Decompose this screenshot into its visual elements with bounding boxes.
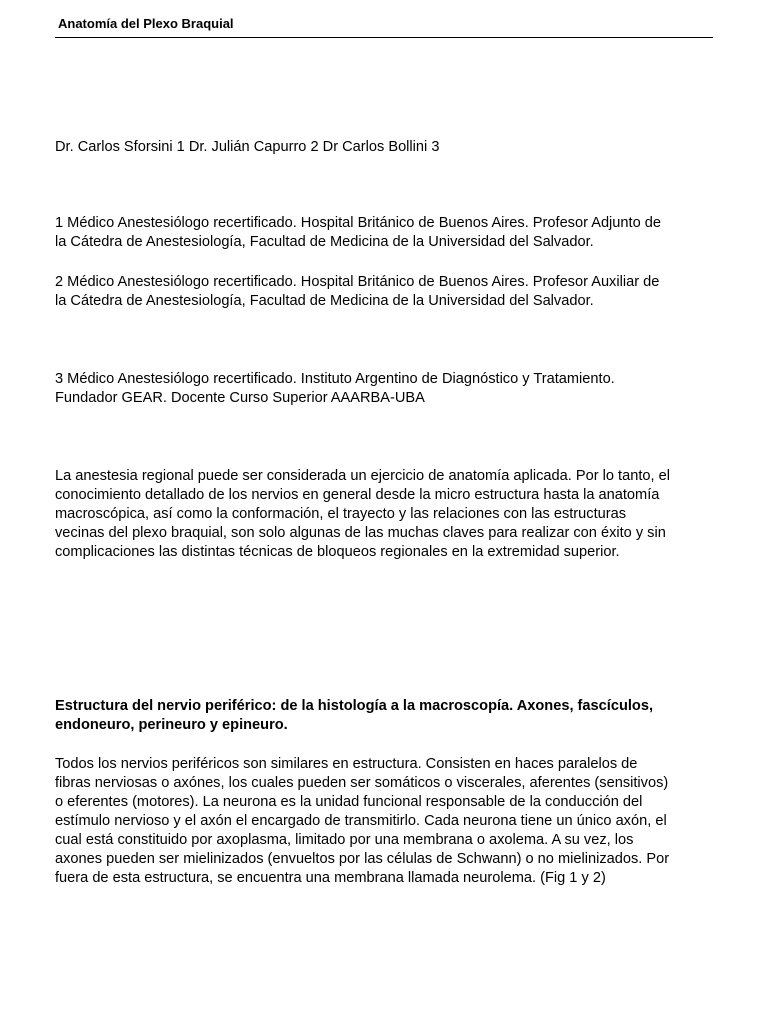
intro-line-1: La anestesia regional puede ser considerada un ejercicio de anatomía aplicada. Por lo tanto, el: [55, 468, 670, 484]
affiliation-3: [55, 370, 720, 408]
intro-line-4: vecinas del plexo braquial, son solo algunas de las muchas claves para realizar con éxito y sin: [55, 525, 666, 541]
running-header: [55, 15, 713, 38]
section-body-line-4: estímulo nervioso y el axón el encargado de transmitirlo. Cada neurona tiene un único axón, el: [55, 813, 667, 829]
section-heading: [55, 697, 720, 735]
intro-line-2: conocimiento detallado de los nervios en general desde la micro estructura hasta la anatomía: [55, 487, 660, 503]
section-body-line-5: cual está constituido por axoplasma, limitado por una membrana o axolema. A su vez, los: [55, 832, 634, 848]
authors-line: [55, 138, 720, 157]
affiliation-2-line-2: la Cátedra de Anestesiología, Facultad de Medicina de la Universidad del Salvador.: [55, 293, 594, 309]
section-body-line-1: Todos los nervios periféricos son similares en estructura. Consisten en haces paralelos de: [55, 756, 638, 772]
intro-line-3: macroscópica, así como la conformación, el trayecto y las relaciones con las estructuras: [55, 506, 627, 522]
section-body-paragraph: [55, 755, 720, 888]
affiliation-1-line-1: 1 Médico Anestesiólogo recertificado. Hospital Británico de Buenos Aires. Profesor Adjunto de: [55, 215, 661, 231]
affiliation-3-line-2: Fundador GEAR. Docente Curso Superior AAARBA-UBA: [55, 390, 425, 406]
intro-line-5: complicaciones las distintas técnicas de bloqueos regionales en la extremidad superior.: [55, 544, 620, 560]
affiliation-1-line-2: la Cátedra de Anestesiología, Facultad de Medicina de la Universidad del Salvador.: [55, 234, 594, 250]
section-body-line-3: o eferentes (motores). La neurona es la unidad funcional responsable de la conducción del: [55, 794, 643, 810]
affiliation-2-line-1: 2 Médico Anestesiólogo recertificado. Hospital Británico de Buenos Aires. Profesor Auxiliar de: [55, 274, 660, 290]
authors-text: Dr. Carlos Sforsini 1 Dr. Julián Capurro 2 Dr Carlos Bollini 3: [55, 139, 440, 155]
section-body-line-7: fuera de esta estructura, se encuentra una membrana llamada neurolema. (Fig 1 y 2): [55, 870, 606, 886]
section-heading-line-2: endoneuro, perineuro y epineuro.: [55, 717, 288, 733]
running-header-title: Anatomía del Plexo Braquial: [58, 16, 234, 31]
section-body-line-2: fibras nerviosas o axónes, los cuales pueden ser somáticos o viscerales, aferentes (sensitivos): [55, 775, 669, 791]
section-body-line-6: axones pueden ser mielinizados (envueltos por las células de Schwann) o no mielinizados. Por: [55, 851, 670, 867]
affiliation-2: [55, 273, 720, 311]
intro-paragraph: [55, 467, 720, 562]
section-heading-line-1: Estructura del nervio periférico: de la histología a la macroscopía. Axones, fascículos,: [55, 698, 653, 714]
affiliation-3-line-1: 3 Médico Anestesiólogo recertificado. Instituto Argentino de Diagnóstico y Tratamiento.: [55, 371, 615, 387]
affiliation-1: [55, 214, 720, 252]
